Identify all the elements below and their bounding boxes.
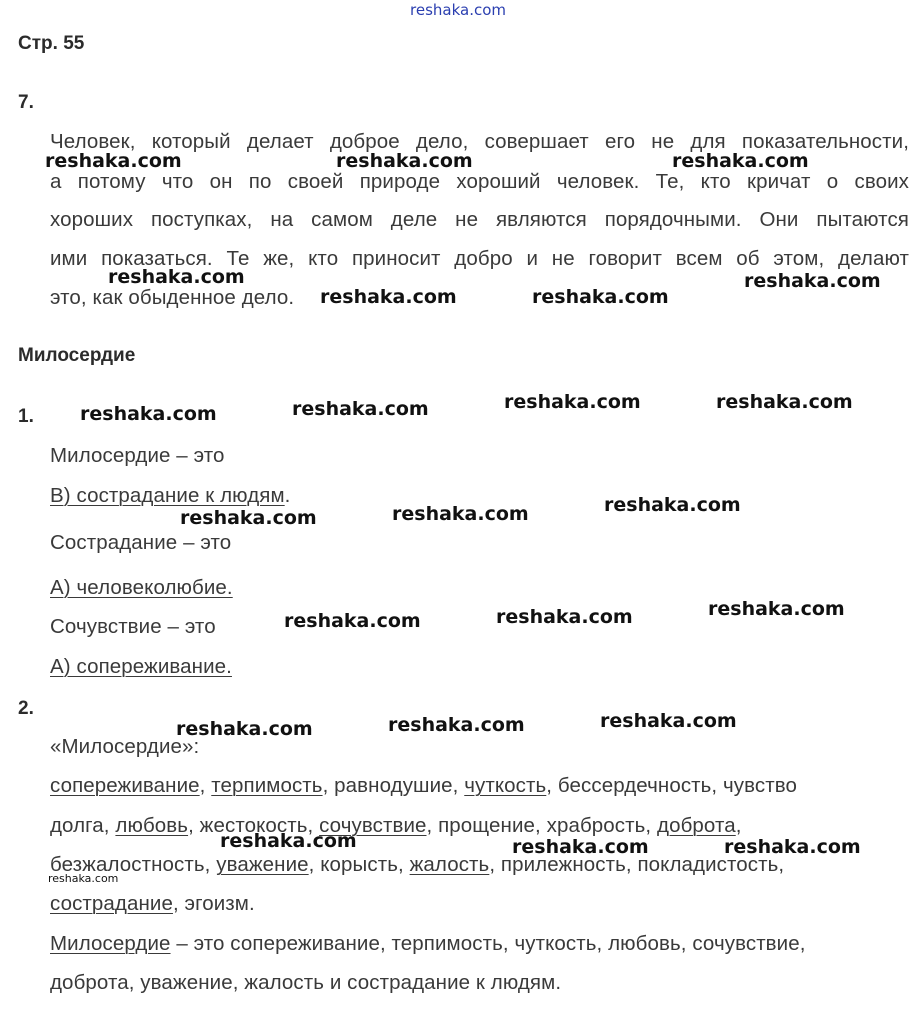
task-2-number: 2. (18, 698, 34, 719)
watermark: reshaka.com (604, 494, 741, 516)
watermark: reshaka.com (496, 606, 633, 628)
word-underlined: Милосердие (50, 932, 171, 955)
word-underlined: доброта (657, 814, 736, 837)
task-2-heading: «Милосердие»: (50, 735, 200, 758)
watermark: reshaka.com (336, 150, 473, 172)
task-1-number: 1. (18, 406, 34, 427)
watermark: reshaka.com (80, 403, 217, 425)
task-2-line-1 (50, 774, 797, 798)
word-underlined: жалость (409, 853, 490, 876)
watermark: reshaka.com (388, 714, 525, 736)
word-sep: , жестокость, (188, 814, 320, 837)
task-7-line: ими показаться. Те же, кто приносит добро и не говорит всем об этом, делают (50, 247, 909, 270)
watermark: reshaka.com (532, 286, 669, 308)
watermark-top: reshaka.com (410, 1, 506, 19)
task-7-line: это, как обыденное дело. (50, 286, 295, 309)
task-2-line-4 (50, 892, 255, 916)
task-1-question-2: Сострадание – это (50, 531, 232, 554)
task-1-answer-3: А) сопереживание. (50, 655, 232, 678)
word-sep: , (199, 774, 212, 797)
word-underlined: сочувствие (319, 814, 427, 837)
watermark: reshaka.com (716, 391, 853, 413)
task-7-number: 7. (18, 92, 34, 113)
task-1-question-3: Сочувствие – это (50, 615, 216, 638)
task-1-answer-2: А) человеколюбие. (50, 576, 233, 599)
watermark: reshaka.com (600, 710, 737, 732)
word-underlined: терпимость (211, 774, 323, 797)
task-2-line-5 (50, 932, 806, 956)
word-sep: , прилежность, покладистость, (489, 853, 785, 876)
word-sep: , равнодушие, (322, 774, 465, 797)
word-underlined: сострадание (50, 892, 173, 915)
word-sep: , корысть, (308, 853, 410, 876)
task-7-line: Человек, который делает доброе дело, совершает его не для показательности, (50, 130, 909, 153)
watermark: reshaka.com (504, 391, 641, 413)
watermark: reshaka.com (180, 507, 317, 529)
task-1-question-1: Милосердие – это (50, 444, 225, 467)
watermark: reshaka.com (108, 266, 245, 288)
task-1-answer-1 (50, 484, 290, 508)
watermark: reshaka.com (284, 610, 421, 632)
task-7-line: а потому что он по своей природе хороший человек. Те, кто кричат о своих (50, 170, 909, 193)
word-underlined: сопереживание (50, 774, 200, 797)
word-underlined: чуткость (464, 774, 547, 797)
section-title: Милосердие (18, 345, 136, 366)
answer-tail: . (284, 484, 291, 507)
word-sep: безжалостность, (50, 853, 217, 876)
watermark: reshaka.com (176, 718, 313, 740)
watermark: reshaka.com (708, 598, 845, 620)
task-2-line-6: доброта, уважение, жалость и сострадание к людям. (50, 971, 562, 994)
watermark: reshaka.com (512, 836, 649, 858)
watermark: reshaka.com (320, 286, 457, 308)
word-sep: , эгоизм. (172, 892, 255, 915)
watermark-small: reshaka.com (48, 872, 119, 885)
task-7-line: хороших поступках, на самом деле не являются порядочными. Они пытаются (50, 208, 909, 231)
word-sep: , бессердечность, чувство (546, 774, 798, 797)
watermark: reshaka.com (220, 830, 357, 852)
answer-underlined: В) сострадание к людям (50, 484, 285, 507)
task-2-line-2 (50, 814, 742, 838)
watermark: reshaka.com (392, 503, 529, 525)
watermark: reshaka.com (292, 398, 429, 420)
page-label: Стр. 55 (18, 33, 85, 54)
word-sep: – это сопереживание, терпимость, чуткость, любовь, сочувствие, (170, 932, 806, 955)
watermark: reshaka.com (724, 836, 861, 858)
word-sep: , (735, 814, 742, 837)
watermark: reshaka.com (672, 150, 809, 172)
word-underlined: уважение (216, 853, 309, 876)
word-sep: долга, (50, 814, 116, 837)
watermark: reshaka.com (45, 150, 182, 172)
task-2-line-3 (50, 853, 784, 877)
word-underlined: любовь (115, 814, 189, 837)
word-sep: , прощение, храбрость, (426, 814, 658, 837)
watermark: reshaka.com (744, 270, 881, 292)
